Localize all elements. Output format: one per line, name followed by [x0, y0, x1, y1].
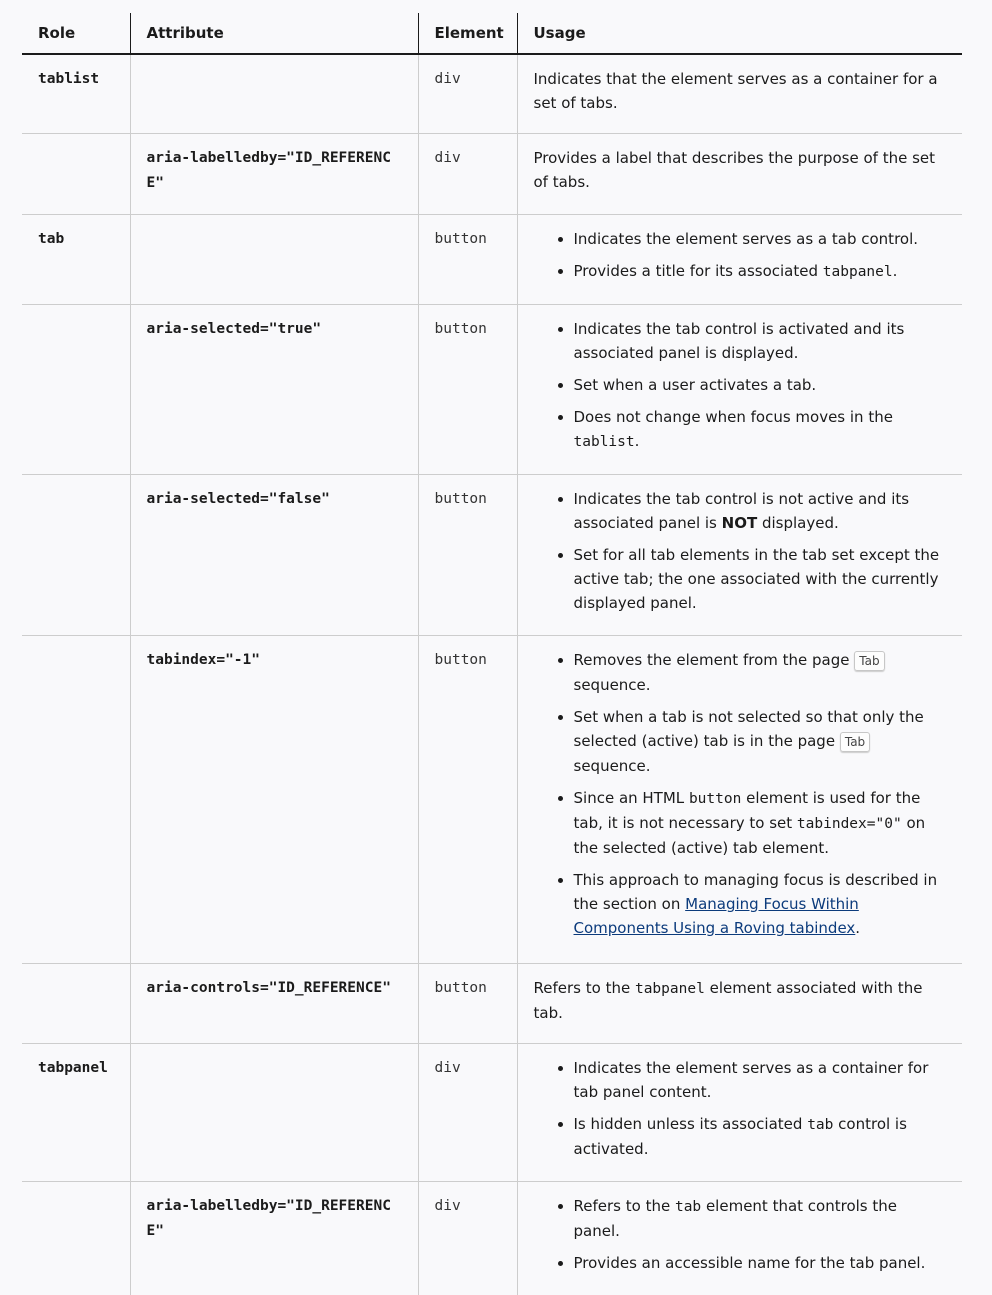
table-row: [22, 134, 962, 215]
attribute-cell: [130, 1044, 418, 1182]
element-cell: button: [418, 964, 517, 1044]
usage-item: • Indicates the element serves as a tab control.: [574, 227, 947, 251]
element-cell: button: [418, 636, 517, 964]
usage-cell: [517, 475, 962, 636]
roles-attributes-table: [22, 13, 962, 1295]
inline-code: tablist: [573, 434, 635, 450]
attribute-cell: [130, 215, 418, 305]
usage-cell: [517, 305, 962, 475]
usage-item: • Refers to the tab element that controls the panel.: [574, 1194, 947, 1243]
usage-item: • Removes the element from the page Tab sequence.: [574, 648, 947, 697]
usage-item: • This approach to managing focus is described in the section on Managing Focus Within Components Using a Roving tabindex.: [574, 868, 947, 940]
usage-cell: [517, 215, 962, 305]
table-row: [22, 54, 962, 134]
usage-item: • Set when a tab is not selected so that only the selected (active) tab is in the page Tab sequence.: [574, 705, 947, 778]
usage-list: [534, 1056, 947, 1161]
usage-item: • Does not change when focus moves in the tablist.: [574, 405, 947, 454]
header-attribute: Attribute: [130, 13, 418, 54]
element-cell: div: [418, 54, 517, 134]
table-row: [22, 1182, 962, 1295]
role-cell: tablist: [38, 71, 100, 87]
usage-cell: Provides a label that describes the purpose of the set of tabs.: [517, 134, 962, 215]
table-row: [22, 305, 962, 475]
table-row: [22, 636, 962, 964]
usage-item: • Indicates the tab control is not active and its associated panel is NOT displayed.: [574, 487, 947, 535]
inline-code: tabpanel: [822, 264, 893, 280]
element-cell: div: [418, 1044, 517, 1182]
role-cell: tabpanel: [22, 1044, 130, 1182]
element-cell: button: [418, 305, 517, 475]
usage-cell: Indicates that the element serves as a container for a set of tabs.: [517, 54, 962, 134]
usage-item: • Since an HTML button element is used for the tab, it is not necessary to set tabindex="0" on the selected (active) tab element.: [574, 786, 947, 860]
attribute-cell: [130, 964, 418, 1044]
roles-attributes-table-container: [22, 13, 962, 1295]
element-cell: button: [418, 475, 517, 636]
inline-code: tabindex="0": [796, 816, 902, 832]
role-cell: [22, 305, 130, 475]
element-cell: button: [418, 215, 517, 305]
role-cell: [22, 475, 130, 636]
element-cell: div: [418, 134, 517, 215]
element-cell: div: [418, 1182, 517, 1295]
attribute-text: aria-controls="ID_REFERENCE": [146, 980, 391, 996]
usage-list: [534, 487, 947, 615]
inline-code: button: [688, 791, 742, 807]
role-cell: [22, 964, 130, 1044]
usage-item: • Provides a title for its associated tabpanel.: [574, 259, 947, 284]
usage-item: • Indicates the element serves as a container for tab panel content.: [574, 1056, 947, 1104]
emphasis: NOT: [721, 514, 758, 532]
attribute-cell: [130, 54, 418, 134]
usage-cell: [517, 1182, 962, 1295]
usage-list: [534, 227, 947, 284]
table-row: [22, 1044, 962, 1182]
usage-list: [534, 1194, 947, 1275]
table-row: [22, 475, 962, 636]
usage-list: [534, 317, 947, 454]
usage-item: • Indicates the tab control is activated and its associated panel is displayed.: [574, 317, 947, 365]
table-row: [22, 215, 962, 305]
inline-code: tabpanel: [634, 981, 705, 997]
inline-code: tab: [807, 1117, 834, 1133]
header-usage: Usage: [517, 13, 962, 54]
role-cell: tab: [22, 215, 130, 305]
attribute-text: aria-labelledby="ID_REFERENCE": [146, 150, 391, 191]
role-cell: [22, 134, 130, 215]
usage-item: • Provides an accessible name for the tab panel.: [574, 1251, 947, 1275]
role-cell: [22, 1182, 130, 1295]
header-element: Element: [418, 13, 517, 54]
table-header-row: [22, 13, 962, 54]
attribute-cell: [130, 1182, 418, 1295]
usage-list: [534, 648, 947, 940]
usage-cell: [517, 636, 962, 964]
usage-item: • Set for all tab elements in the tab set except the active tab; the one associated with the currently displayed panel.: [574, 543, 947, 615]
tab-key: Tab: [840, 732, 870, 752]
attribute-cell: aria-selected="false": [130, 475, 418, 636]
roving-tabindex-link[interactable]: Managing Focus Within Components Using a Roving tabindex: [573, 895, 859, 937]
usage-cell: [517, 1044, 962, 1182]
tab-key: Tab: [854, 651, 884, 671]
role-cell: [22, 636, 130, 964]
usage-cell: Refers to the tabpanel element associated with the tab.: [517, 964, 962, 1044]
attribute-cell: [130, 134, 418, 215]
attribute-cell: tabindex="-1": [130, 636, 418, 964]
attribute-text: aria-labelledby="ID_REFERENCE": [146, 1198, 391, 1239]
usage-item: • Set when a user activates a tab.: [574, 373, 947, 397]
attribute-cell: aria-selected="true": [130, 305, 418, 475]
table-row: [22, 964, 962, 1044]
inline-code: tab: [674, 1199, 702, 1215]
usage-item: • Is hidden unless its associated tab control is activated.: [574, 1112, 947, 1161]
header-role: Role: [22, 13, 130, 54]
